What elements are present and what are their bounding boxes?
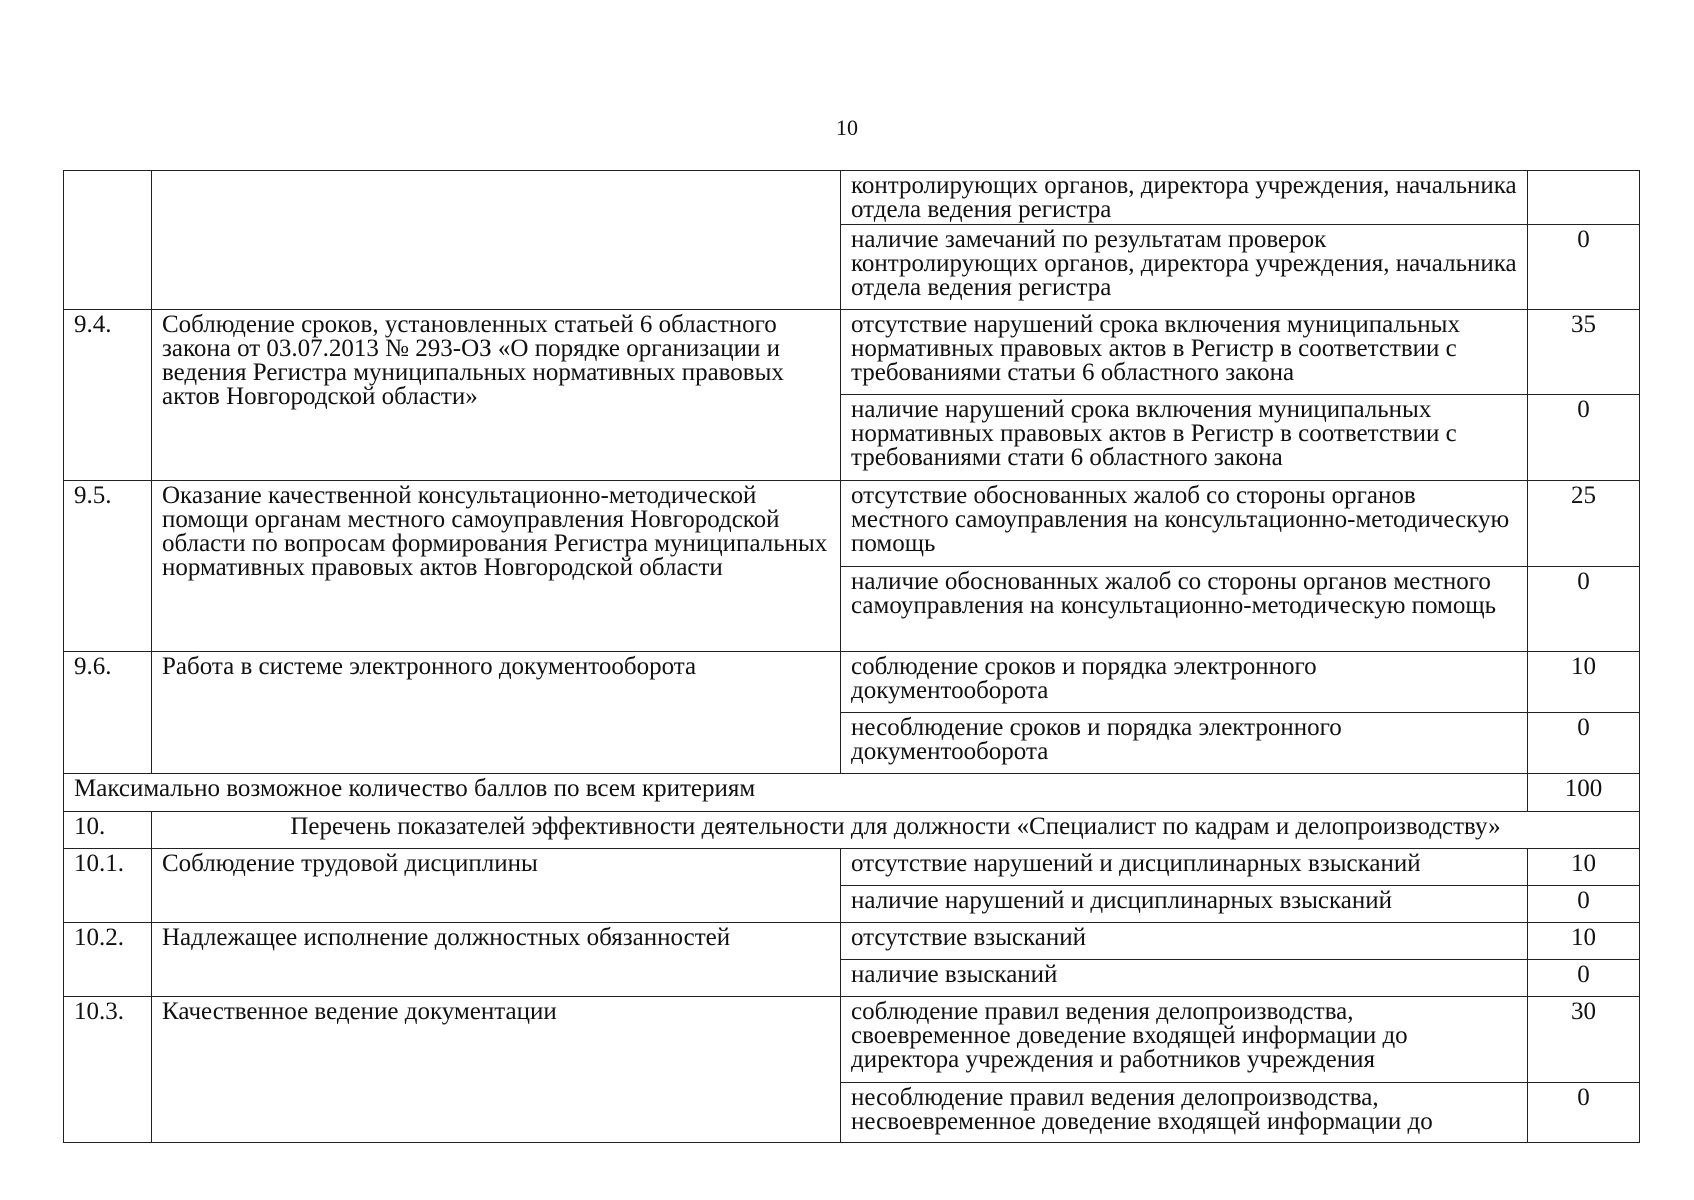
score-cell: 0 [1528, 395, 1640, 481]
score-cell: 25 [1528, 481, 1640, 567]
indicator-cell: отсутствие обоснованных жалоб со стороны органов местного самоуправления на консультационно-методическую помощь [841, 481, 1528, 567]
score-cell: 0 [1528, 713, 1640, 774]
total-row [64, 774, 1640, 812]
indicator-cell: отсутствие нарушений и дисциплинарных взысканий [841, 849, 1528, 886]
score-cell: 35 [1528, 310, 1640, 395]
indicator-cell: несоблюдение сроков и порядка электронного документооборота [841, 713, 1528, 774]
page-number: 10 [836, 115, 858, 140]
score-cell: 10 [1528, 652, 1640, 713]
score-cell: 10 [1528, 849, 1640, 886]
table-row [64, 171, 1640, 225]
criterion-cell: Надлежащее исполнение должностных обязанностей [152, 923, 841, 997]
score-cell: 0 [1528, 225, 1640, 310]
indicator-cell: соблюдение правил ведения делопроизводства, своевременное доведение входящей информации до директора учреждения и работников учреждения [841, 997, 1528, 1083]
criterion-cell: Соблюдение сроков, установленных статьей 6 областного закона от 03.07.2013 № 293-ОЗ «О порядке организации и ведения Регистра муниципальных нормативных правовых актов Новгородской области» [152, 310, 841, 481]
score-cell: 0 [1528, 567, 1640, 652]
indicator-cell: наличие обоснованных жалоб со стороны органов местного самоуправления на консультационно-методическую помощь [841, 567, 1528, 652]
criteria-table [63, 170, 1640, 1143]
score-cell [1528, 171, 1640, 225]
criterion-cell: Соблюдение трудовой дисциплины [152, 849, 841, 923]
table-row [64, 310, 1640, 395]
score-cell: 0 [1528, 1083, 1640, 1143]
indicator-cell: соблюдение сроков и порядка электронного документооборота [841, 652, 1528, 713]
indicator-cell: наличие взысканий [841, 960, 1528, 997]
score-cell: 30 [1528, 997, 1640, 1083]
criterion-cell: Работа в системе электронного документооборота [152, 652, 841, 774]
indicator-cell: контролирующих органов, директора учреждения, начальника отдела ведения регистра [841, 171, 1528, 225]
number-cell: 10.3. [64, 997, 152, 1143]
number-cell: 10.2. [64, 923, 152, 997]
number-cell: 9.6. [64, 652, 152, 774]
number-cell: 9.5. [64, 481, 152, 652]
score-cell: 0 [1528, 886, 1640, 923]
table-row [64, 997, 1640, 1083]
indicator-cell: несоблюдение правил ведения делопроизводства, несвоевременное доведение входящей информации до [841, 1083, 1528, 1143]
total-label: Максимально возможное количество баллов по всем критериям [64, 774, 1528, 812]
indicator-cell: наличие замечаний по результатам проверок контролирующих органов, директора учреждения, начальника отдела ведения регистра [841, 225, 1528, 310]
indicator-cell: отсутствие взысканий [841, 923, 1528, 960]
section-header-row [64, 812, 1640, 849]
table-row [64, 849, 1640, 886]
section-number: 10. [64, 812, 152, 849]
criterion-cell [152, 171, 841, 310]
table-row [64, 923, 1640, 960]
total-score: 100 [1528, 774, 1640, 812]
criterion-cell: Качественное ведение документации [152, 997, 841, 1143]
score-cell: 0 [1528, 960, 1640, 997]
indicator-cell: наличие нарушений и дисциплинарных взысканий [841, 886, 1528, 923]
score-cell: 10 [1528, 923, 1640, 960]
criterion-cell: Оказание качественной консультационно-методической помощи органам местного самоуправления Новгородской области по вопросам формирования Регистра муниципальных нормативных правовых актов Новгородской области [152, 481, 841, 652]
section-title: Перечень показателей эффективности деятельности для должности «Специалист по кадрам и делопроизводству» [152, 812, 1640, 849]
number-cell: 10.1. [64, 849, 152, 923]
indicator-cell: отсутствие нарушений срока включения муниципальных нормативных правовых актов в Регистр в соответствии с требованиями статьи 6 областного закона [841, 310, 1528, 395]
indicator-cell: наличие нарушений срока включения муниципальных нормативных правовых актов в Регистр в соответствии с требованиями стати 6 областного закона [841, 395, 1528, 481]
number-cell [64, 171, 152, 310]
table-row [64, 481, 1640, 567]
table-row [64, 652, 1640, 713]
number-cell: 9.4. [64, 310, 152, 481]
